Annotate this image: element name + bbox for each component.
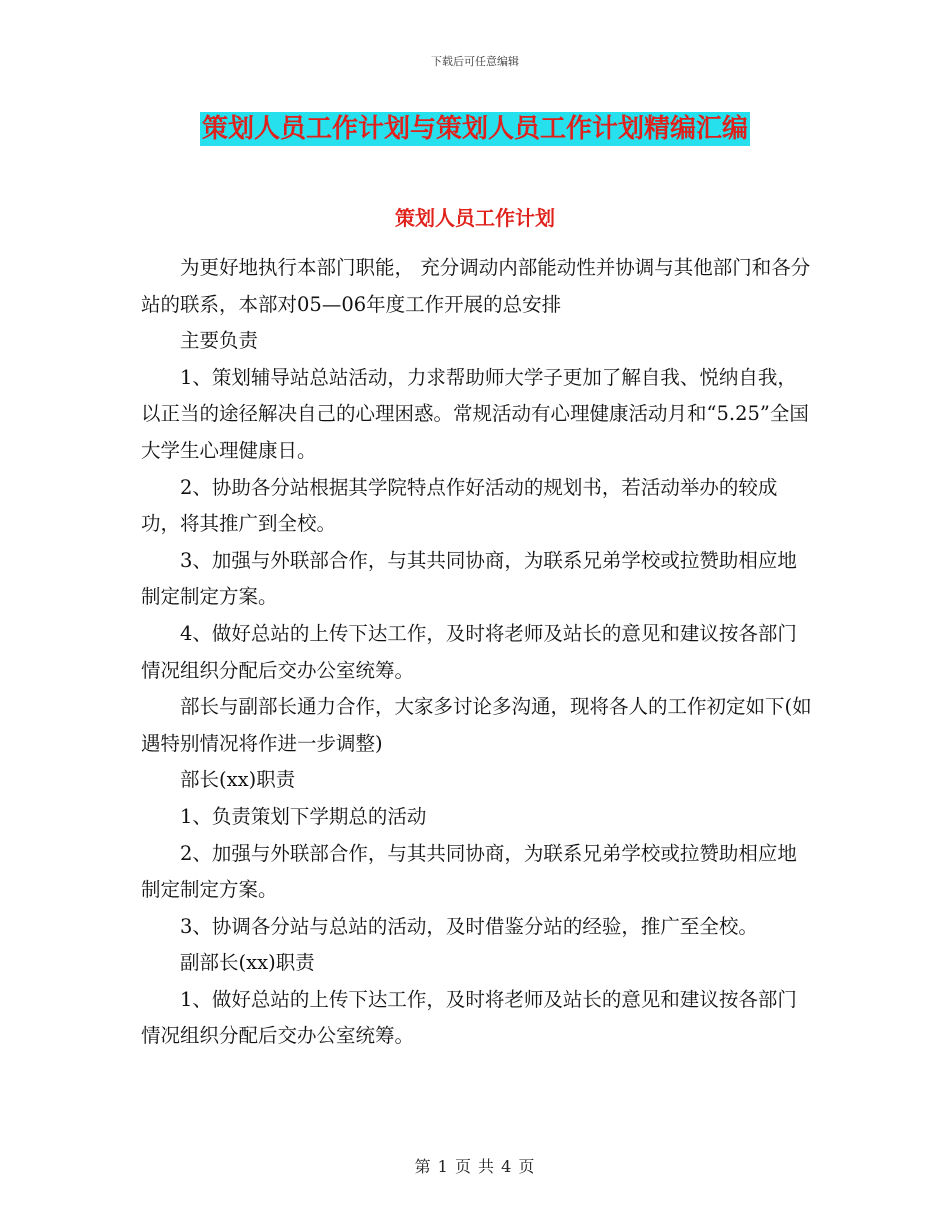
paragraph: 副部长(xx)职责 [180, 951, 315, 975]
document-body [141, 250, 813, 1055]
document-title: 策划人员工作计划与策划人员工作计划精编汇编 [201, 114, 748, 144]
paragraph: 2、协助各分站根据其学院特点作好活动的规划书，若活动举办的较成功，将其推广到全校。 [141, 475, 778, 536]
paragraph: 4、做好总站的上传下达工作，及时将老师及站长的意见和建议按各部门情况组织分配后交办公室统筹。 [141, 621, 797, 682]
paragraph: 主要负责 [180, 329, 259, 353]
document-title-wrap [0, 112, 950, 146]
paragraph: 3、协调各分站与总站的活动，及时借鉴分站的经验，推广至全校。 [180, 914, 758, 938]
paragraph: 为更好地执行本部门职能， 充分调动内部能动性并协调与其他部门和各分站的联系，本部对05—06年度工作开展的总安排 [141, 256, 811, 316]
paragraph: 1、做好总站的上传下达工作，及时将老师及站长的意见和建议按各部门情况组织分配后交办公室统筹。 [141, 987, 797, 1048]
section-title: 策划人员工作计划 [395, 206, 555, 230]
header-note: 下载后可任意编辑 [431, 55, 519, 68]
paragraph: 1、负责策划下学期总的活动 [180, 804, 427, 828]
paragraph: 部长(xx)职责 [180, 768, 296, 792]
paragraph: 2、加强与外联部合作，与其共同协商，为联系兄弟学校或拉赞助相应地制定制定方案。 [141, 841, 797, 902]
paragraph: 部长与副部长通力合作，大家多讨论多沟通，现将各人的工作初定如下(如遇特别情况将作进一步调整) [141, 695, 812, 755]
paragraph: 3、加强与外联部合作，与其共同协商，为联系兄弟学校或拉赞助相应地制定制定方案。 [141, 548, 797, 609]
paragraph: 1、策划辅导站总站活动，力求帮助师大学子更加了解自我、悦纳自我，以正当的途径解决自己的心理困惑。常规活动有心理健康活动月和“5.25”全国大学生心理健康日。 [141, 365, 809, 462]
page-footer: 第 1 页 共 4 页 [414, 1157, 536, 1176]
